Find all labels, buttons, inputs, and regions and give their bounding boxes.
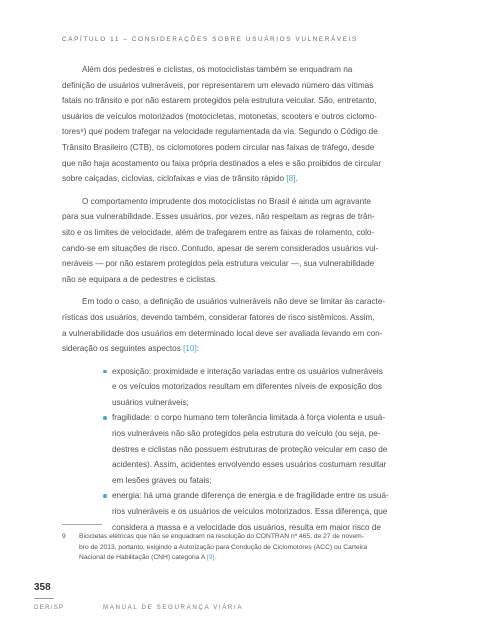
- text-line: usuários de veículos motorizados (motocicletas, motonetas, scooters e outros ciclomo-: [62, 111, 377, 121]
- text-line: a vulnerabilidade dos usuários em determinado local deve ser avaliada levando em con-: [62, 328, 383, 338]
- text-line: definição de usuários vulneráveis, por representarem um elevado número das vítimas: [62, 80, 374, 90]
- punctuation: .: [214, 554, 217, 562]
- text-line: acidentes). Assim, acidentes envolvendo esses usuários costumam resultar: [112, 460, 387, 470]
- text-line: neráveis — por não estarem protegidos pela estrutura veicular —, sua vulnerabilidade: [62, 259, 375, 269]
- text-line: e os veículos motorizados resultam em diferentes níveis de exposição dos: [112, 382, 382, 392]
- text-line: exposição: proximidade e interação variadas entre os usuários vulneráveis: [112, 366, 383, 376]
- text-line: destres e ciclistas não possuem estruturas de proteção veicular em caso de: [112, 444, 388, 454]
- footnote-divider: [62, 524, 102, 525]
- footer-title: MANUAL DE SEGURANÇA VIÁRIA: [103, 604, 244, 611]
- text-line: Em todo o caso, a definição de usuários vulneráveis não deve se limitar às caracte-: [82, 297, 386, 307]
- bullet-icon: [103, 494, 107, 498]
- text-line: usuários vulneráveis;: [112, 397, 189, 407]
- text-line-content: Nacional de Habilitação (CNH) categoria A: [79, 554, 206, 562]
- text-line: em lesões graves ou fatais;: [112, 475, 212, 485]
- list-item: [112, 364, 414, 411]
- text-line: rios vulneráveis e os usuários de veículos motorizados. Essa diferença, que: [112, 507, 388, 517]
- text-line: para sua vulnerabilidade. Esses usuários, por vezes, não respeitam as regras de trân-: [62, 212, 375, 222]
- page-number: 358: [34, 582, 51, 593]
- footnote-text: [79, 532, 414, 564]
- text-line: cando-se em situações de risco. Contudo, apesar de serem considerados usuários vul-: [62, 243, 379, 253]
- bullet-icon: [103, 416, 107, 420]
- text-line: Trânsito Brasileiro (CTB), os ciclomotores podem circular nas faixas de tráfego, desde: [62, 142, 375, 152]
- list-item: [112, 410, 414, 488]
- text-line: Bicicletas elétricas que não se enquadram na resolução do CONTRAN nº 465, de 27 de novem-: [79, 533, 364, 540]
- text-line: rios vulneráveis não são protegidos pela estrutura do veículo (ou seja, pe-: [112, 429, 381, 439]
- text-line: energia: há uma grande diferença de energia e de fragilidade entre os usuá-: [112, 491, 389, 501]
- aspects-list: [62, 364, 414, 536]
- citation-link[interactable]: [8]: [286, 174, 296, 184]
- text-line-content: sobre calçadas, ciclovias, ciclofaixas e vias de trânsito rápido: [62, 174, 285, 184]
- footnote-number: 9: [62, 533, 66, 540]
- paragraph-behavior: [62, 194, 414, 288]
- text-line-content: sideração os seguintes aspectos: [62, 344, 181, 354]
- list-item: [112, 488, 414, 535]
- text-line: [79, 553, 414, 564]
- body-text: [62, 62, 414, 535]
- footer-divider: [34, 598, 54, 599]
- chapter-header: CAPÍTULO 11 – CONSIDERAÇÕES SOBRE USUÁRIOS VULNERÁVEIS: [62, 36, 358, 43]
- text-line: tores⁹) que podem trafegar na velocidade regulamentada da via. Segundo o Código de: [62, 127, 378, 137]
- text-line: que não haja acostamento ou faixa própria destinados a eles e são proibidos de circular: [62, 158, 382, 168]
- text-line: bro de 2013, portanto, exigindo a Autorização para Condução de Ciclomotores (ACC) ou Carteira: [79, 543, 368, 551]
- footnote: [62, 532, 414, 564]
- text-line: fatais no trânsito e por não estarem protegidos pela estrutura veicular. São, entretanto,: [62, 96, 377, 106]
- text-line: considera a massa e a velocidade dos usuários, resulta em maior risco de: [112, 522, 381, 532]
- citation-link[interactable]: [10]: [183, 344, 197, 354]
- text-line: [62, 341, 414, 357]
- brand-label: DER/SP: [34, 604, 65, 611]
- text-line: O comportamento imprudente dos motociclistas no Brasil é ainda um agravante: [82, 196, 371, 206]
- text-line: sobre calçadas, ciclovias, ciclofaixas e vias de trânsito rápido [8].: [62, 174, 298, 184]
- punctuation: :: [196, 344, 200, 354]
- citation-link[interactable]: [9]: [206, 554, 215, 562]
- text-line: sito e os limites de velocidade, além de trafegarem entre as faixas de rolamento, colo-: [62, 227, 375, 237]
- text-line: fragilidade: o corpo humano tem tolerância limitada à força violenta e usuá-: [112, 413, 386, 423]
- text-line: rísticas dos usuários, devendo também, considerar fatores de risco sistêmicos. Assim,: [62, 312, 375, 322]
- paragraph-motorcyclists: [62, 62, 414, 187]
- text-line: não se equipara a de pedestres e ciclistas.: [62, 274, 218, 284]
- text-line: Além dos pedestres e ciclistas, os motociclistas também se enquadram na: [82, 65, 353, 74]
- bullet-icon: [103, 370, 107, 374]
- paragraph-risk-factors: [62, 294, 414, 356]
